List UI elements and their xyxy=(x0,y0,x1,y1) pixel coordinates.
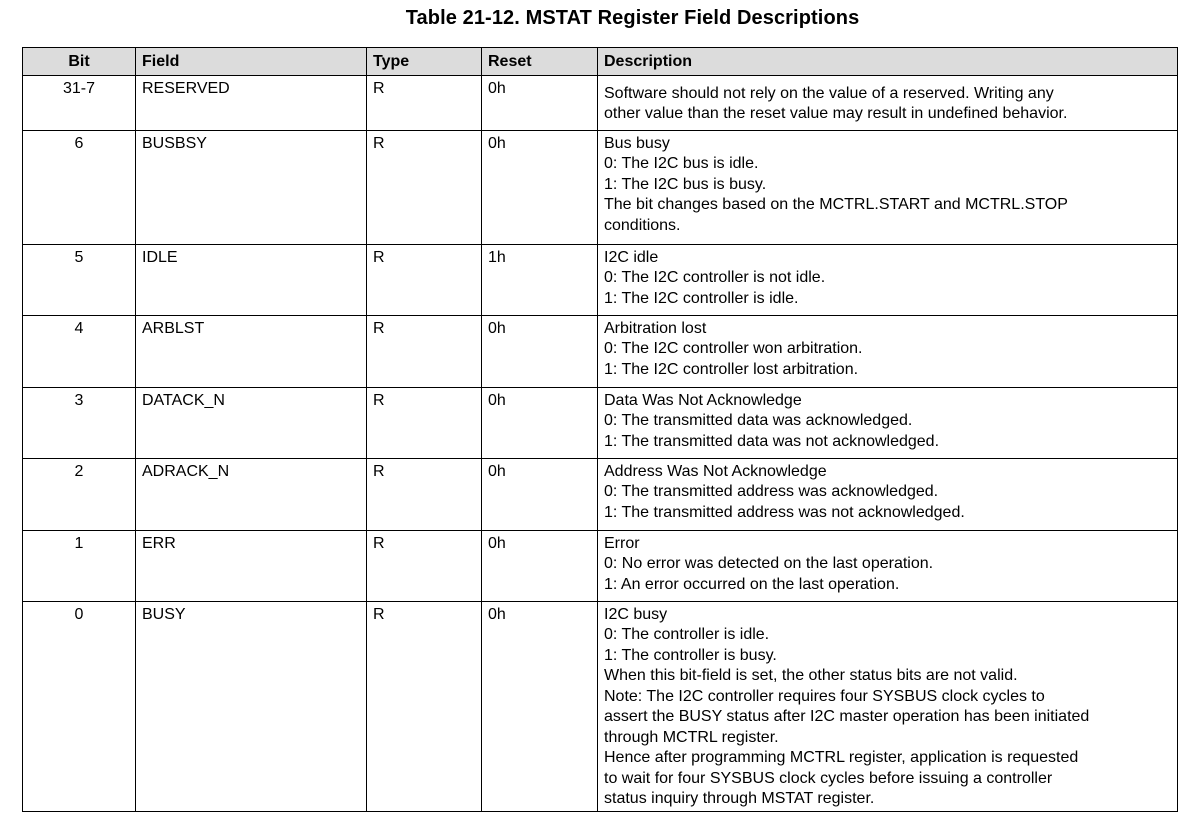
description-line: status inquiry through MSTAT register. xyxy=(604,790,875,807)
description-line: through MCTRL register. xyxy=(604,728,779,746)
cell-bit: 2 xyxy=(23,458,136,530)
description-line: Hence after programming MCTRL register, application is requested xyxy=(604,749,1079,766)
description-line: Note: The I2C controller requires four SYSBUS clock cycles to xyxy=(604,687,1045,705)
description-line: 0: The I2C controller won arbitration. xyxy=(604,340,863,357)
cell-description xyxy=(598,387,1178,458)
cell-bit: 0 xyxy=(23,601,136,811)
cell-reset: 0h xyxy=(482,458,598,530)
cell-type: R xyxy=(367,601,482,811)
cell-bit: 31-7 xyxy=(23,75,136,130)
table-title: Table 21-12. MSTAT Register Field Descriptions xyxy=(405,7,860,29)
cell-field: ERR xyxy=(136,530,367,601)
description-line: 1: The transmitted address was not acknowledged. xyxy=(604,503,965,521)
cell-description xyxy=(598,130,1178,244)
cell-reset: 0h xyxy=(482,601,598,811)
description-line: I2C idle xyxy=(604,248,659,266)
description-line: 0: No error was detected on the last operation. xyxy=(604,555,934,572)
column-header-reset: Reset xyxy=(482,48,598,76)
cell-bit: 3 xyxy=(23,387,136,458)
cell-description xyxy=(598,75,1178,130)
description-line: 1: The I2C controller lost arbitration. xyxy=(604,360,859,378)
description-line: 1: The controller is busy. xyxy=(604,646,777,664)
cell-description xyxy=(598,530,1178,601)
table-row xyxy=(23,601,1178,811)
cell-type: R xyxy=(367,244,482,315)
table-row xyxy=(23,130,1178,244)
cell-field: ARBLST xyxy=(136,315,367,387)
description-line: 0: The I2C bus is idle. xyxy=(604,155,759,172)
description-line: Bus busy xyxy=(604,134,670,152)
cell-description xyxy=(598,315,1178,387)
cell-field: IDLE xyxy=(136,244,367,315)
cell-bit: 5 xyxy=(23,244,136,315)
description-line: 0: The I2C controller is not idle. xyxy=(604,269,826,286)
cell-reset: 0h xyxy=(482,130,598,244)
table-row xyxy=(23,387,1178,458)
cell-type: R xyxy=(367,458,482,530)
table-row xyxy=(23,530,1178,601)
cell-type: R xyxy=(367,130,482,244)
description-line: 1: The I2C bus is busy. xyxy=(604,175,767,193)
table-header-row xyxy=(23,48,1178,76)
table-row xyxy=(23,458,1178,530)
description-line: Address Was Not Acknowledge xyxy=(604,462,827,480)
description-line: 0: The transmitted data was acknowledged. xyxy=(604,412,913,429)
description-line: 0: The transmitted address was acknowledged. xyxy=(604,483,939,500)
description-line: to wait for four SYSBUS clock cycles before issuing a controller xyxy=(604,769,1053,787)
cell-field: ADRACK_N xyxy=(136,458,367,530)
cell-reset: 1h xyxy=(482,244,598,315)
description-line: 0: The controller is idle. xyxy=(604,626,770,643)
cell-type: R xyxy=(367,315,482,387)
cell-bit: 4 xyxy=(23,315,136,387)
cell-bit: 6 xyxy=(23,130,136,244)
description-line: assert the BUSY status after I2C master operation has been initiated xyxy=(604,708,1090,725)
cell-reset: 0h xyxy=(482,530,598,601)
description-line: Error xyxy=(604,534,640,552)
table-row xyxy=(23,315,1178,387)
column-header-description: Description xyxy=(598,48,1178,76)
cell-field: RESERVED xyxy=(136,75,367,130)
description-line: 1: The I2C controller is idle. xyxy=(604,289,799,307)
cell-description xyxy=(598,458,1178,530)
cell-type: R xyxy=(367,75,482,130)
description-line: Software should not rely on the value of a reserved. Writing any xyxy=(604,84,1054,102)
cell-reset: 0h xyxy=(482,387,598,458)
description-line: When this bit-field is set, the other status bits are not valid. xyxy=(604,667,1018,684)
description-line: The bit changes based on the MCTRL.START and MCTRL.STOP xyxy=(604,196,1068,213)
description-line: I2C busy xyxy=(604,605,668,623)
column-header-bit: Bit xyxy=(23,48,136,76)
description-line: other value than the reset value may result in undefined behavior. xyxy=(604,105,1068,122)
description-line: 1: The transmitted data was not acknowledged. xyxy=(604,432,940,450)
cell-reset: 0h xyxy=(482,315,598,387)
cell-description xyxy=(598,601,1178,811)
cell-field: BUSY xyxy=(136,601,367,811)
cell-bit: 1 xyxy=(23,530,136,601)
column-header-field: Field xyxy=(136,48,367,76)
cell-reset: 0h xyxy=(482,75,598,130)
cell-type: R xyxy=(367,530,482,601)
description-line: conditions. xyxy=(604,216,681,234)
cell-description xyxy=(598,244,1178,315)
table-row xyxy=(23,75,1178,130)
description-line: 1: An error occurred on the last operation. xyxy=(604,575,900,593)
cell-type: R xyxy=(367,387,482,458)
cell-field: DATACK_N xyxy=(136,387,367,458)
table-row xyxy=(23,244,1178,315)
register-field-table xyxy=(22,47,1178,812)
cell-field: BUSBSY xyxy=(136,130,367,244)
column-header-type: Type xyxy=(367,48,482,76)
description-line: Data Was Not Acknowledge xyxy=(604,391,802,409)
description-line: Arbitration lost xyxy=(604,319,707,337)
